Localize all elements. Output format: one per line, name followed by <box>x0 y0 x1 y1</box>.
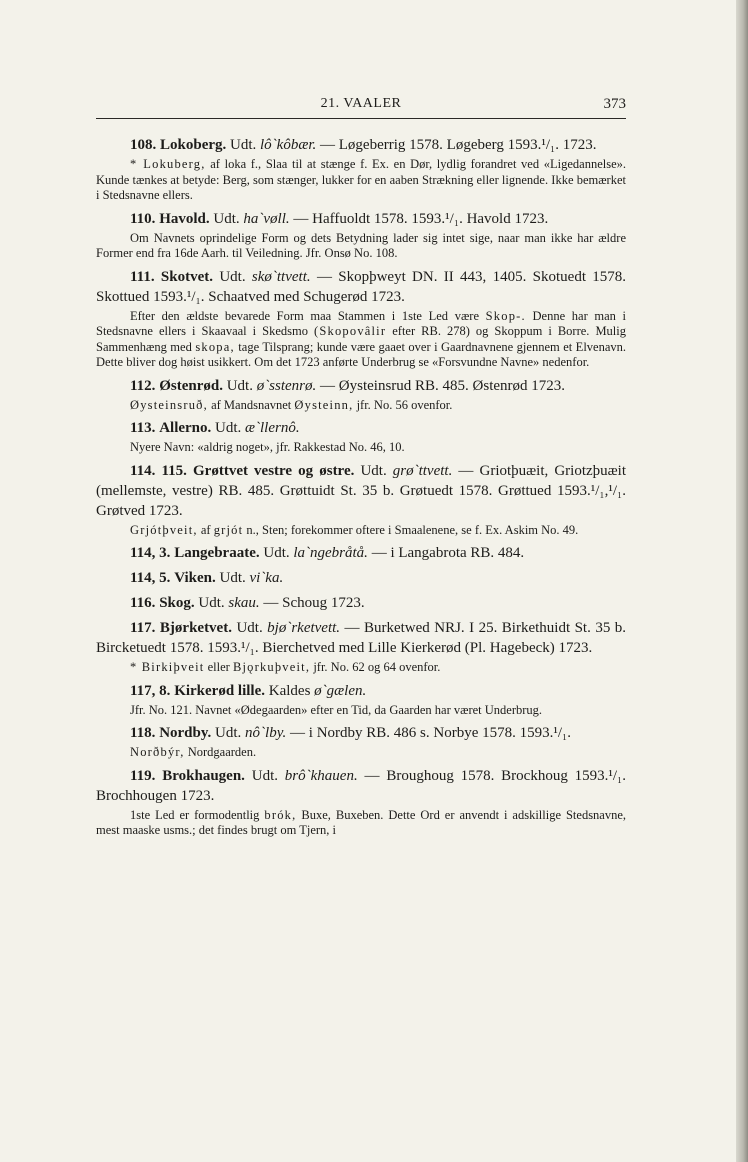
entry-pronunciation: grø`ttvett. <box>392 462 453 479</box>
note-119: 1ste Led er formodentlig brók, Buxe, Buxeben. Dette Ord er anvendt i adskillige Stedsnavne, mest maaske usms.; det findes brugt om Tjern, i <box>96 807 627 837</box>
note-112: Øysteinsruð, af Mandsnavnet Øysteinn, jfr. No. 56 ovenfor. <box>130 397 453 412</box>
entry-114-115 <box>96 461 626 521</box>
entry-name: Lokoberg. <box>160 137 227 153</box>
entry-udt: Udt. <box>215 725 242 741</box>
entry-udt: Udt. <box>236 620 263 636</box>
entry-number: 112. <box>130 377 156 394</box>
note-117-8: Jfr. No. 121. Navnet «Ødegaarden» efter en Tid, da Gaarden har været Underbrug. <box>130 702 543 717</box>
entry-forms: — Broughoug 1578. Brockhoug 1593.¹/₁. Brochhougen 1723. <box>96 767 627 804</box>
entry-number: 110. <box>130 210 156 227</box>
entry-udt: Udt. <box>230 137 257 153</box>
entry-forms: — i Nordby RB. 486 s. Norbye 1578. 1593.¹/₁. <box>290 725 572 741</box>
entry-udt: Udt. <box>251 767 278 784</box>
header-rule <box>96 118 626 119</box>
entry-110 <box>96 209 626 229</box>
entry-114-5 <box>96 568 626 588</box>
page-number: 373 <box>603 96 626 112</box>
note-113: Nyere Navn: «aldrig noget», jfr. Rakkestad No. 46, 10. <box>130 440 405 454</box>
entry-pronunciation: ha`vøll. <box>243 210 290 227</box>
entry-number: 114, 3. <box>130 545 171 561</box>
entry-number: 111. <box>130 268 155 285</box>
entry-name: Nordby. <box>159 725 212 741</box>
entry-pronunciation: brô`khauen. <box>284 767 358 784</box>
entry-name: Allerno. <box>159 420 212 436</box>
entry-116 <box>96 593 626 613</box>
entry-pronunciation: ø`gælen. <box>314 682 367 699</box>
entry-name: Skog. <box>159 595 195 611</box>
entry-number: 116. <box>130 595 156 611</box>
entry-number: 113. <box>130 420 156 436</box>
entry-114-3 <box>96 543 626 563</box>
entry-pronunciation: nô`lby. <box>245 725 287 741</box>
entry-udt: Udt. <box>226 377 253 394</box>
entry-number: 117. <box>130 620 156 636</box>
entry-name: Grøttvet vestre og østre. <box>193 462 355 479</box>
entry-forms: — Burketwed NRJ. I 25. Birkethuidt St. 35 b. Bircketuedt 1578. 1593.¹/₁. Bierchetved med Lille Kierkerød (Pl. Hagebeck) 1723. <box>96 620 627 656</box>
note-108: * Lokuberg, af loka f., Slaa til at stænge f. Ex. en Dør, lydlig forandret ved «Ligedannelse». Kunde tænkes at betyde: Berg, som stænger, lukker for en aaben Strækning eller lignende. Ikke bemærket i Stedsnavne ellers. <box>96 157 627 202</box>
entry-number: 114. 115. <box>130 462 187 479</box>
entry-119 <box>96 766 626 806</box>
entry-udt: Udt. <box>360 462 387 479</box>
entry-name: Skotvet. <box>160 268 214 285</box>
entry-112 <box>96 376 626 396</box>
entry-udt: Udt. <box>219 268 246 285</box>
entry-udt: Udt. <box>198 595 225 611</box>
entry-number: 108. <box>130 137 157 153</box>
entry-name: Brokhaugen. <box>162 767 245 784</box>
entry-117 <box>96 618 626 658</box>
running-header <box>96 96 626 118</box>
entry-name: Kirkerød lille. <box>174 682 266 699</box>
entry-pronunciation: bjø`rketvett. <box>267 620 341 636</box>
entry-forms: — i Langabrota RB. 484. <box>371 545 525 561</box>
entry-forms: — Schoug 1723. <box>263 595 365 611</box>
entry-number: 119. <box>130 767 156 784</box>
entry-pronunciation: skau. <box>228 595 260 611</box>
entry-number: 114, 5. <box>130 570 171 586</box>
entry-pronunciation: la`ngebråtå. <box>293 545 368 561</box>
entry-pronunciation: ø`sstenrø. <box>256 377 317 394</box>
entry-forms: — Øysteinsrud RB. 485. Østenrød 1723. <box>320 377 566 394</box>
entry-forms: — Skopþweyt DN. II 443, 1405. Skotuedt 1578. Skottued 1593.¹/₁. Schaatved med Schugerød 1723. <box>96 268 627 305</box>
entry-forms: — Løgeberrig 1578. Løgeberg 1593.¹/₁. 1723. <box>320 137 597 153</box>
entry-name: Langebraate. <box>174 545 260 561</box>
note-114: Grjótþveit, af grjót n., Sten; forekommer oftere i Smaalenene, se f. Ex. Askim No. 49. <box>130 522 579 537</box>
entry-113 <box>96 418 626 438</box>
entry-pronunciation: vi`ka. <box>249 570 284 586</box>
entry-111 <box>96 267 626 307</box>
page-content <box>96 130 626 839</box>
entry-pronunciation: æ`llernô. <box>245 420 300 436</box>
entry-name: Viken. <box>174 570 216 586</box>
entry-118 <box>96 723 626 743</box>
entry-udt: Udt. <box>215 420 242 436</box>
entry-forms: — Griotþuæit, Griotzþuæit (mellemste, vestre) RB. 485. Grøttuidt St. 35 b. Grøtuedt 1578. Grøttued 1593.¹/₁,¹/₁. Grøtved 1723. <box>96 462 626 519</box>
entry-name: Bjørketvet. <box>159 620 232 636</box>
header-title: 21. VAALER <box>320 96 402 111</box>
entry-number: 117, 8. <box>130 682 171 699</box>
note-111: Efter den ældste bevarede Form maa Stammen i 1ste Led være Skop-. Denne har man i Stedsnavne ellers i Skaavaal i Skedsmo (Skopovâlir efter RB. 278) og Skoppum i Borre. Mulig Sammenhæng med skopa, tage Tilsprang; kunde være gaaet over i Gaardnavnene gjennem et Elvenavn. Dette bliver dog høist usikkert. Om det 1723 anførte Underbrug se «Forsvundne Navne» nedenfor. <box>96 308 627 369</box>
note-110: Om Navnets oprindelige Form og dets Betydning lader sig intet sige, naar man ikke har ældre Former end fra 16de Aarh. til Veiledning. Jfr. Onsø No. 108. <box>96 230 626 260</box>
entry-udt: Kaldes <box>268 682 311 699</box>
entry-number: 118. <box>130 725 156 741</box>
note-117: * Birkiþveit eller Bjǫrkuþveit, jfr. No. 62 og 64 ovenfor. <box>130 660 441 674</box>
entry-pronunciation: lô`kôbær. <box>260 137 317 153</box>
note-118: Norðbýr, Nordgaarden. <box>130 745 257 759</box>
page-edge <box>736 0 748 1162</box>
entry-108 <box>96 135 626 155</box>
entry-forms: — Haffuoldt 1578. 1593.¹/₁. Havold 1723. <box>293 210 549 227</box>
entry-pronunciation: skø`ttvett. <box>251 268 311 285</box>
entry-117-8 <box>96 681 626 701</box>
entry-udt: Udt. <box>213 210 240 227</box>
entry-udt: Udt. <box>219 570 246 586</box>
entry-udt: Udt. <box>263 545 290 561</box>
entry-name: Østenrød. <box>159 377 223 394</box>
entry-name: Havold. <box>159 210 210 227</box>
